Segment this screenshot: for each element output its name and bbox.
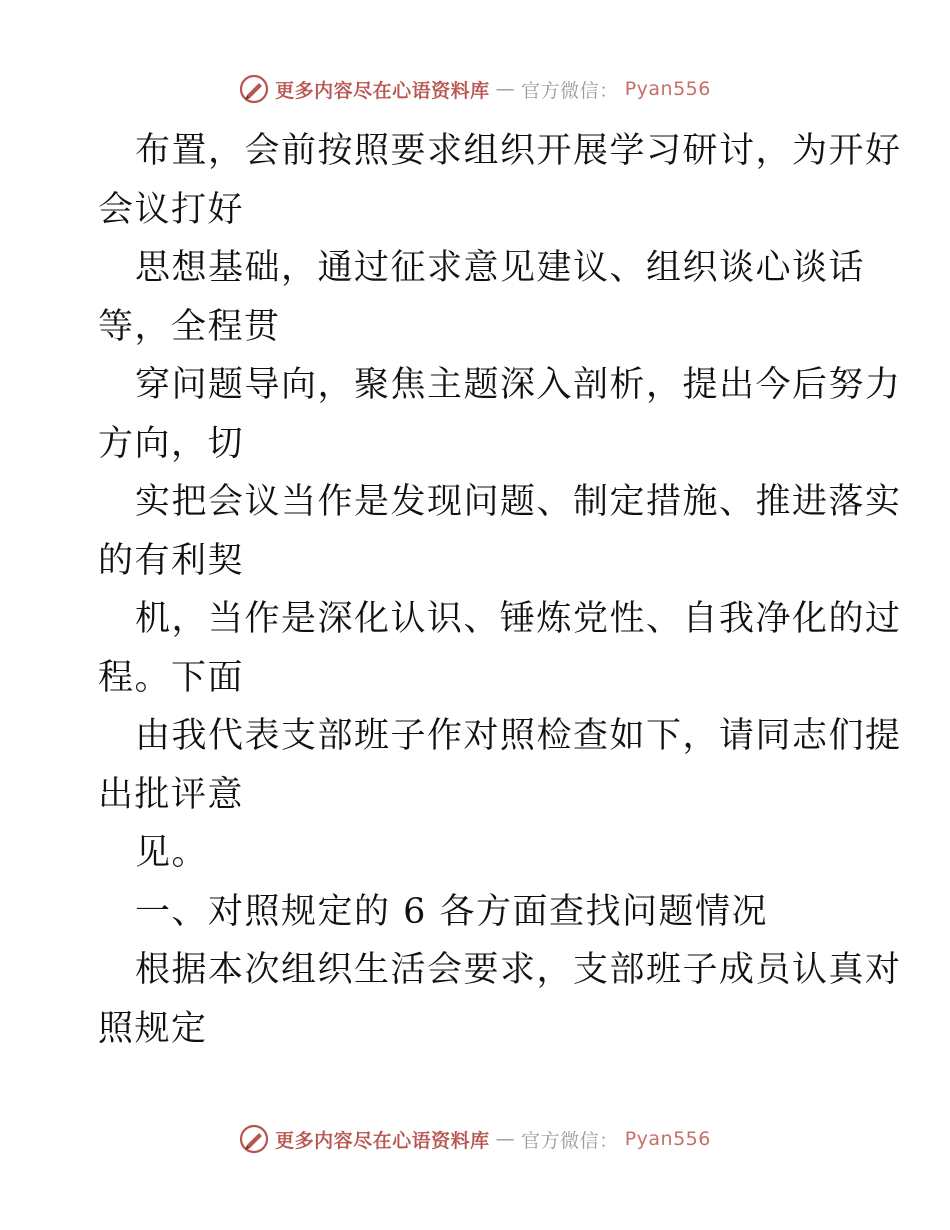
body-line: 会议打好 [98, 189, 245, 230]
section-heading: 一、对照规定的 6 各方面查找问题情况 [135, 891, 769, 932]
header-watermark [0, 74, 950, 104]
document-body [98, 122, 902, 1058]
footer-watermark [0, 1124, 950, 1154]
watermark-dash: — [495, 78, 516, 100]
watermark-sub-text: 官方微信： [521, 79, 619, 102]
body-line: 等，全程贯 [98, 306, 281, 347]
watermark-id: Pyan556 [624, 78, 711, 100]
pen-logo-icon [239, 74, 269, 104]
body-line: 机，当作是深化认识、锤炼党性、自我净化的过 [135, 599, 902, 639]
watermark-id: Pyan556 [624, 1128, 711, 1150]
body-line: 程。下面 [98, 657, 245, 698]
watermark-sub-text: 官方微信： [521, 1129, 619, 1152]
body-line: 由我代表支部班子作对照检查如下，请同志们提 [135, 716, 902, 756]
body-line: 的有利契 [98, 540, 245, 581]
body-line: 方向，切 [98, 423, 245, 464]
body-line: 实把会议当作是发现问题、制定措施、推进落实 [135, 482, 902, 522]
body-line: 布置，会前按照要求组织开展学习研讨，为开好 [135, 131, 902, 171]
watermark-dash: — [495, 1128, 516, 1150]
body-line: 见。 [135, 833, 209, 873]
pen-logo-icon [239, 1124, 269, 1154]
watermark-main-text: 更多内容尽在心语资料库 [275, 1129, 490, 1152]
watermark-main-text: 更多内容尽在心语资料库 [275, 79, 490, 102]
body-line: 思想基础，通过征求意见建议、组织谈心谈话 [135, 248, 866, 288]
body-line: 出批评意 [98, 774, 245, 815]
body-line: 穿问题导向，聚焦主题深入剖析，提出今后努力 [135, 365, 902, 405]
body-line: 照规定 [98, 1008, 208, 1049]
body-line: 根据本次组织生活会要求，支部班子成员认真对 [135, 950, 902, 990]
